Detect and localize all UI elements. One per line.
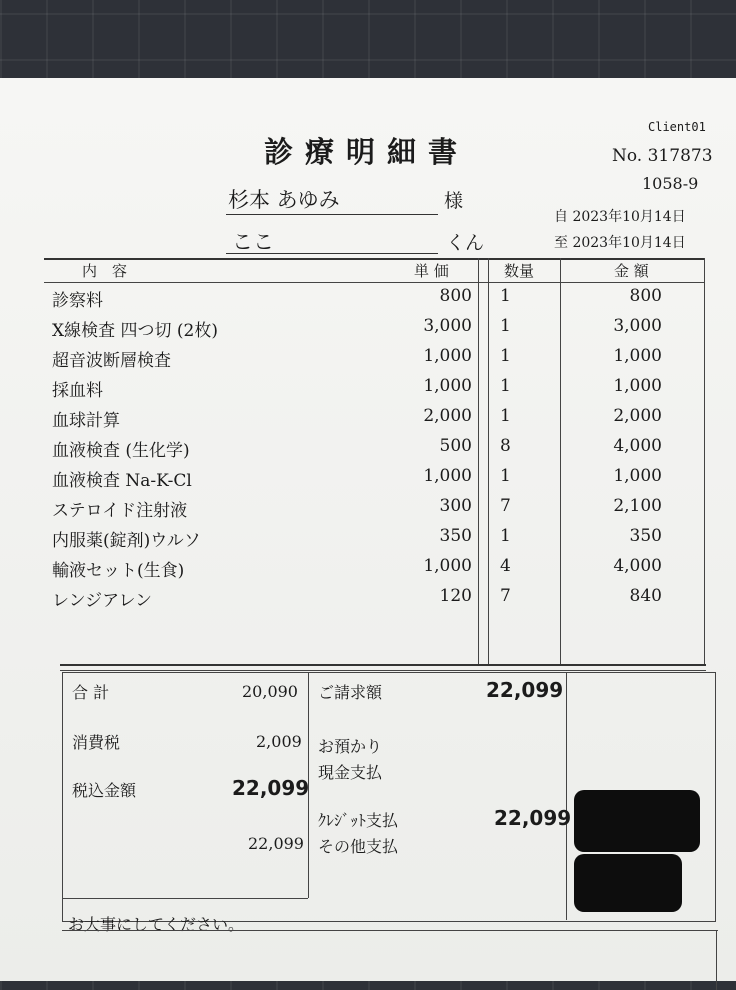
item-name: 診察料	[52, 291, 103, 311]
item-quantity: 7	[500, 586, 511, 606]
footer-right-border	[716, 930, 717, 990]
table-row	[0, 586, 736, 616]
table-top-border	[44, 258, 704, 260]
item-unit-price: 1,000	[423, 346, 472, 366]
item-unit-price: 1,000	[423, 466, 472, 486]
item-name: 輸液セット(生食)	[52, 561, 185, 581]
item-unit-price: 120	[439, 586, 472, 606]
footer-message: お大事にしてください。	[68, 915, 245, 934]
item-amount: 2,100	[613, 496, 662, 516]
total-label: 税込金額	[72, 781, 137, 800]
document-title: 診療明細書	[264, 135, 470, 169]
item-unit-price: 300	[439, 496, 472, 516]
receipt-number: No. 317873	[612, 146, 713, 166]
item-name: 血液検査 (生化学)	[52, 441, 190, 461]
other-label: その他支払	[318, 837, 399, 856]
tax-label: 消費税	[72, 733, 121, 752]
item-unit-price: 3,000	[423, 316, 472, 336]
item-amount: 4,000	[613, 436, 662, 456]
item-unit-price: 350	[439, 526, 472, 546]
item-amount: 840	[629, 586, 662, 606]
footer-line	[62, 930, 718, 931]
item-quantity: 7	[500, 496, 511, 516]
item-quantity: 4	[500, 556, 511, 576]
item-unit-price: 2,000	[423, 406, 472, 426]
table-header-divider	[44, 282, 704, 283]
table-row	[0, 316, 736, 346]
item-name: 血球計算	[52, 411, 120, 431]
item-unit-price: 1,000	[423, 376, 472, 396]
item-quantity: 1	[500, 466, 511, 486]
subtotal-value: 20,090	[242, 682, 298, 701]
item-unit-price: 500	[439, 436, 472, 456]
redacted-area	[574, 790, 700, 852]
table-row	[0, 496, 736, 526]
billed-value: 22,099	[486, 678, 564, 702]
item-amount: 4,000	[613, 556, 662, 576]
item-quantity: 1	[500, 376, 511, 396]
item-quantity: 1	[500, 406, 511, 426]
item-quantity: 1	[500, 526, 511, 546]
pet-honorific: くん	[446, 232, 485, 254]
table-row	[0, 376, 736, 406]
item-name: レンジアレン	[52, 591, 153, 611]
date-from: 自 2023年10月14日	[554, 209, 686, 225]
header-amount: 金 額	[614, 262, 649, 280]
owner-name-underline	[226, 214, 438, 215]
header-quantity: 数量	[504, 262, 535, 280]
item-amount: 2,000	[613, 406, 662, 426]
client-id: Client01	[648, 120, 706, 134]
pet-name: ここ	[232, 230, 274, 254]
table-row	[0, 406, 736, 436]
table-row	[0, 436, 736, 466]
subtotal-label: 合 計	[72, 683, 110, 702]
table-row	[0, 466, 736, 496]
item-amount: 1,000	[613, 466, 662, 486]
table-row	[0, 526, 736, 556]
owner-name: 杉本 あゆみ	[228, 188, 340, 212]
item-quantity: 1	[500, 316, 511, 336]
cash-label: 現金支払	[318, 763, 383, 782]
billed-label: ご請求額	[318, 683, 383, 702]
summary-divider-right	[566, 672, 567, 920]
pet-name-underline	[226, 253, 438, 254]
extra-value: 22,099	[248, 834, 304, 853]
table-row	[0, 556, 736, 586]
item-quantity: 8	[500, 436, 511, 456]
item-quantity: 1	[500, 346, 511, 366]
item-amount: 350	[629, 526, 662, 546]
header-unit-price: 単 価	[414, 262, 449, 280]
item-name: 超音波断層検査	[52, 351, 171, 371]
table-row	[0, 286, 736, 316]
item-unit-price: 800	[439, 286, 472, 306]
owner-honorific: 様	[444, 190, 464, 212]
item-amount: 3,000	[613, 316, 662, 336]
item-name: 血液検査 Na-K-Cl	[52, 471, 192, 491]
table-row	[0, 346, 736, 376]
receipt-paper	[0, 78, 736, 981]
credit-label: ｸﾚｼﾞｯﾄ支払	[318, 811, 399, 830]
table-bottom-border-2	[60, 670, 706, 671]
item-amount: 800	[629, 286, 662, 306]
item-name: 内服薬(錠剤)ウルソ	[52, 531, 201, 551]
item-quantity: 1	[500, 286, 511, 306]
deposit-label: お預かり	[318, 737, 383, 756]
item-unit-price: 1,000	[423, 556, 472, 576]
item-amount: 1,000	[613, 376, 662, 396]
date-to: 至 2023年10月14日	[554, 235, 686, 251]
item-name: ステロイド注射液	[52, 501, 188, 521]
redacted-area	[574, 854, 682, 912]
item-name: X線検査 四つ切 (2枚)	[52, 321, 218, 341]
item-amount: 1,000	[613, 346, 662, 366]
total-value: 22,099	[232, 776, 310, 800]
tax-value: 2,009	[256, 732, 302, 751]
table-bottom-border	[60, 664, 706, 666]
receipt-code: 1058-9	[642, 174, 699, 193]
item-name: 採血料	[52, 381, 103, 401]
header-content: 内 容	[82, 262, 128, 280]
credit-value: 22,099	[494, 806, 572, 830]
summary-bottom-line	[62, 898, 308, 899]
